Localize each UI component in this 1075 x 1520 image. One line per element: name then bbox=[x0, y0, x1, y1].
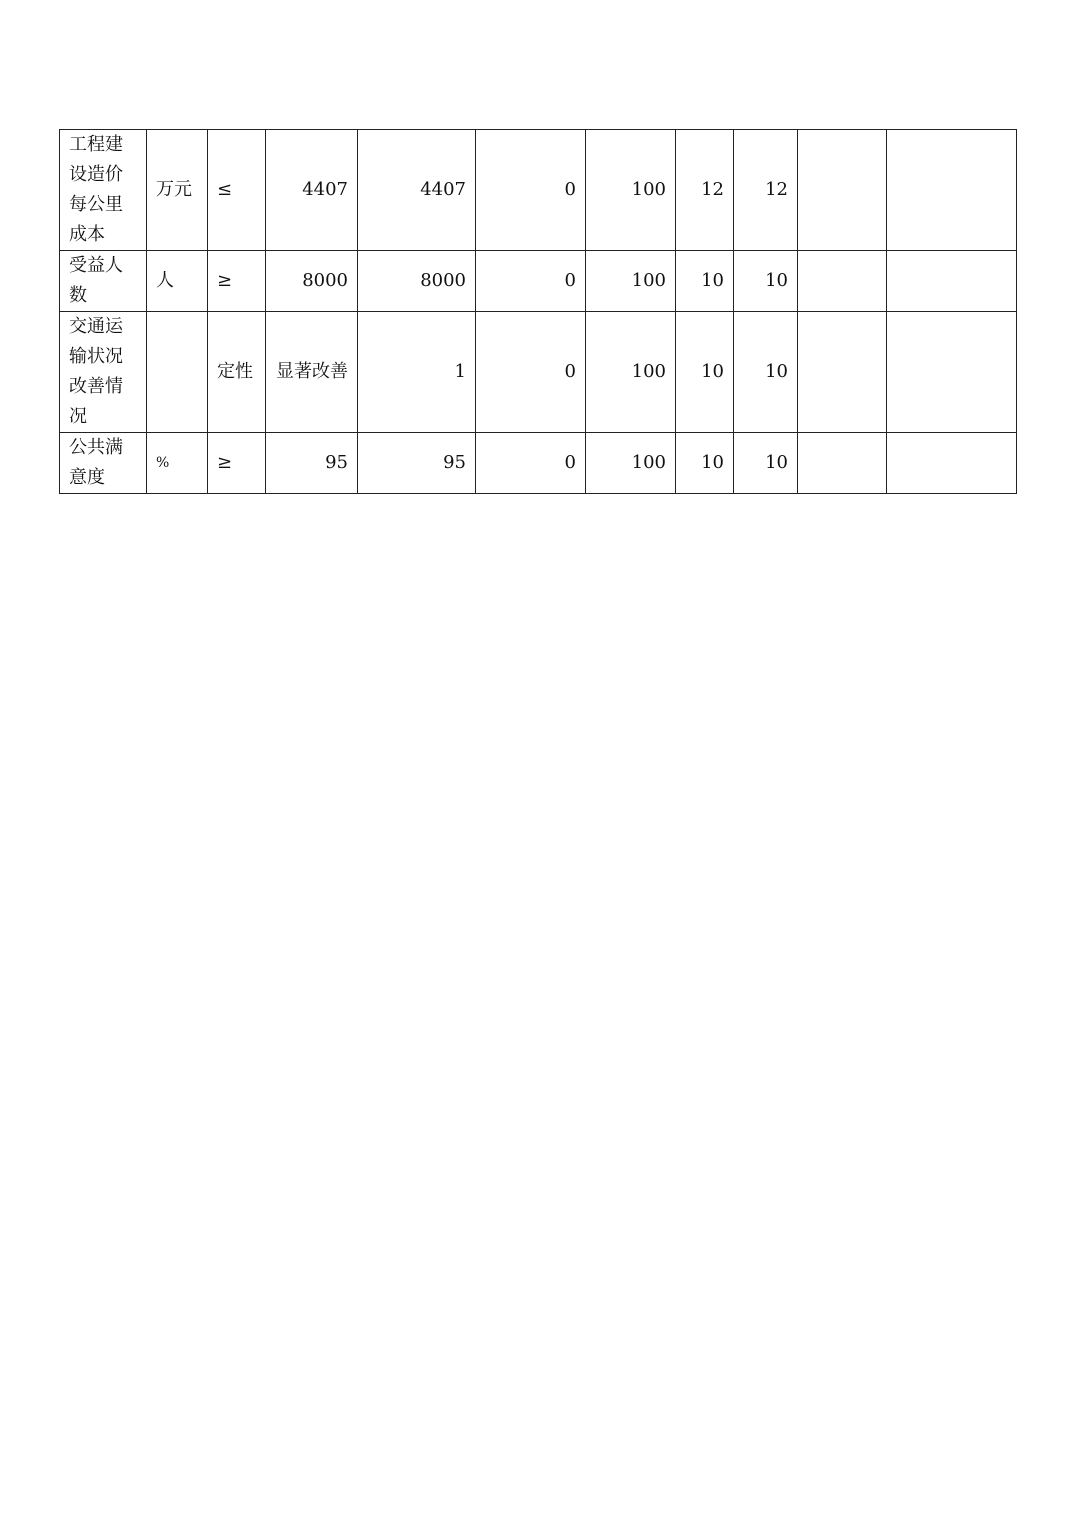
operator-cell: ≥ bbox=[208, 251, 266, 312]
deviation-cell: 0 bbox=[476, 433, 586, 494]
weight-cell: 10 bbox=[676, 312, 734, 433]
reason-cell bbox=[798, 433, 887, 494]
completion-cell: 100 bbox=[586, 130, 676, 251]
completion-cell: 100 bbox=[586, 433, 676, 494]
unit-cell: 万元 bbox=[147, 130, 208, 251]
weight-cell: 12 bbox=[676, 130, 734, 251]
actual-value-cell: 4407 bbox=[358, 130, 476, 251]
indicator-name-cell: 工程建设造价每公里成本 bbox=[60, 130, 147, 251]
unit-cell: % bbox=[147, 433, 208, 494]
remark-cell bbox=[887, 312, 1017, 433]
reason-cell bbox=[798, 312, 887, 433]
table-row bbox=[60, 251, 1017, 312]
score-cell: 10 bbox=[734, 251, 798, 312]
target-value-cell: 95 bbox=[266, 433, 358, 494]
indicator-name-cell: 交通运输状况改善情况 bbox=[60, 312, 147, 433]
deviation-cell: 0 bbox=[476, 251, 586, 312]
operator-cell: ≥ bbox=[208, 433, 266, 494]
target-value-cell: 4407 bbox=[266, 130, 358, 251]
deviation-cell: 0 bbox=[476, 130, 586, 251]
indicator-name-cell: 受益人数 bbox=[60, 251, 147, 312]
completion-cell: 100 bbox=[586, 312, 676, 433]
actual-value-cell: 1 bbox=[358, 312, 476, 433]
weight-cell: 10 bbox=[676, 433, 734, 494]
performance-indicator-table bbox=[59, 129, 1017, 494]
unit-cell: 人 bbox=[147, 251, 208, 312]
table-row bbox=[60, 312, 1017, 433]
score-cell: 10 bbox=[734, 312, 798, 433]
operator-cell: ≤ bbox=[208, 130, 266, 251]
operator-cell: 定性 bbox=[208, 312, 266, 433]
indicator-name-cell: 公共满意度 bbox=[60, 433, 147, 494]
target-value-cell: 显著改善 bbox=[266, 312, 358, 433]
table-row bbox=[60, 130, 1017, 251]
completion-cell: 100 bbox=[586, 251, 676, 312]
reason-cell bbox=[798, 130, 887, 251]
target-value-cell: 8000 bbox=[266, 251, 358, 312]
deviation-cell: 0 bbox=[476, 312, 586, 433]
score-cell: 10 bbox=[734, 433, 798, 494]
weight-cell: 10 bbox=[676, 251, 734, 312]
score-cell: 12 bbox=[734, 130, 798, 251]
reason-cell bbox=[798, 251, 887, 312]
table-row bbox=[60, 433, 1017, 494]
remark-cell bbox=[887, 130, 1017, 251]
unit-cell bbox=[147, 312, 208, 433]
remark-cell bbox=[887, 251, 1017, 312]
actual-value-cell: 95 bbox=[358, 433, 476, 494]
actual-value-cell: 8000 bbox=[358, 251, 476, 312]
remark-cell bbox=[887, 433, 1017, 494]
